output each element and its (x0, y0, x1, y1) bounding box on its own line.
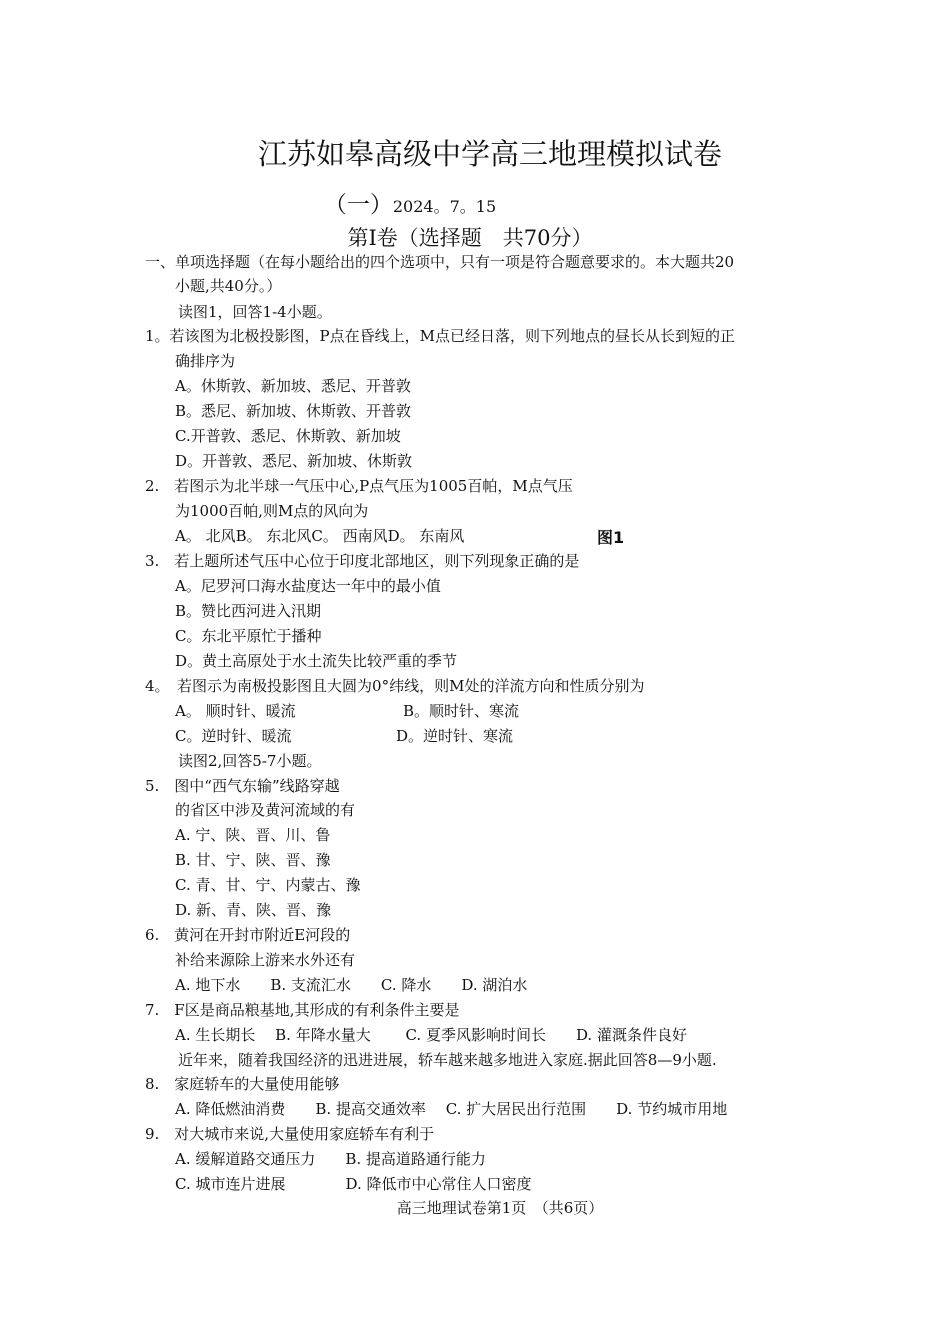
question-6-stem: 补给来源除上游来水外还有 (175, 951, 356, 969)
reading-prompt: 读图2,回答5-7小题。 (178, 752, 322, 770)
section-heading: 第Ⅰ卷（选择题 共70分） (347, 226, 593, 250)
reading-prompt: 读图1，回答1-4小题。 (178, 303, 332, 321)
instruction-line: 小题,共40分。） (175, 277, 282, 295)
question-1-stem: 1。若该图为北极投影图，P点在昏线上，M点已经日落，则下列地点的昼长从长到短的正 (145, 327, 735, 345)
question-2-stem: 为1000百帕,则M点的风向为 (175, 502, 369, 520)
option: B。赞比西河进入汛期 (175, 602, 322, 620)
option: B. 甘、宁、陕、晋、豫 (175, 851, 331, 869)
exam-date: 2024。7。15 (392, 197, 497, 216)
option: D。开普敦、悉尼、新加坡、休斯敦 (175, 452, 413, 470)
option: A. 缓解道路交通压力 B. 提高道路通行能力 (175, 1150, 486, 1168)
question-4-stem: 4。 若图示为南极投影图且大圆为0°纬线，则M处的洋流方向和性质分别为 (145, 677, 645, 695)
option: C. 城市连片进展 D. 降低市中心常住人口密度 (175, 1175, 532, 1193)
question-6-options: A. 地下水 B. 支流汇水 C. 降水 D. 湖泊水 (175, 976, 528, 994)
option: D。逆时针、寒流 (396, 727, 514, 745)
option: A。 顺时针、暖流 (175, 702, 296, 720)
figure-1-caption: 图1 (597, 528, 625, 547)
question-3-stem: 3. 若上题所述气压中心位于印度北部地区，则下列现象正确的是 (145, 552, 580, 570)
question-7-stem: 7. F区是商品粮基地,其形成的有利条件主要是 (145, 1001, 460, 1019)
question-8-stem: 8. 家庭轿车的大量使用能够 (145, 1075, 340, 1093)
question-5-stem: 5. 图中“西气东输”线路穿越 (145, 777, 340, 795)
paper-number: （一） (323, 192, 393, 218)
option: C。东北平原忙于播种 (175, 627, 322, 645)
option: C.开普敦、悉尼、休斯敦、新加坡 (175, 427, 401, 445)
option: C. 青、甘、宁、内蒙古、豫 (175, 876, 361, 894)
question-1-stem: 确排序为 (175, 352, 236, 370)
option: D. 新、青、陕、晋、豫 (175, 901, 332, 919)
question-8-options: A. 降低燃油消费 B. 提高交通效率 C. 扩大居民出行范围 D. 节约城市用地 (175, 1100, 728, 1118)
question-9-stem: 9. 对大城市来说,大量使用家庭轿车有利于 (145, 1125, 435, 1143)
option: A. 宁、陕、晋、川、鲁 (175, 826, 331, 844)
option: A。尼罗河口海水盐度达一年中的最小值 (175, 577, 441, 595)
page-footer: 高三地理试卷第1页 （共6页） (396, 1199, 604, 1217)
question-2-stem: 2. 若图示为北半球一气压中心,P点气压为1005百帕，M点气压 (145, 477, 573, 495)
instruction-line: 一、单项选择题（在每小题给出的四个选项中，只有一项是符合题意要求的。本大题共20 (145, 253, 735, 271)
question-7-options: A. 生长期长 B. 年降水量大 C. 夏季风影响时间长 D. 灌溉条件良好 (175, 1026, 687, 1044)
option: D。黄土高原处于水土流失比较严重的季节 (175, 652, 458, 670)
exam-title: 江苏如皋高级中学高三地理模拟试卷 (257, 137, 722, 171)
option: A。休斯敦、新加坡、悉尼、开普敦 (175, 377, 411, 395)
question-6-stem: 6. 黄河在开封市附近E河段的 (145, 926, 351, 944)
option: C。逆时针、暖流 (175, 727, 292, 745)
option: B。悉尼、新加坡、休斯敦、开普敦 (175, 402, 412, 420)
reading-prompt: 近年来，随着我国经济的迅进进展，轿车越来越多地进入家庭.据此回答8—9小题. (178, 1051, 717, 1069)
exam-subtitle (0, 186, 820, 219)
question-5-stem: 的省区中涉及黄河流域的有 (175, 801, 356, 819)
question-2-options: A。 北风B。 东北风C。 西南风D。 东南风 (175, 527, 465, 545)
option: B。顺时针、寒流 (403, 702, 520, 720)
